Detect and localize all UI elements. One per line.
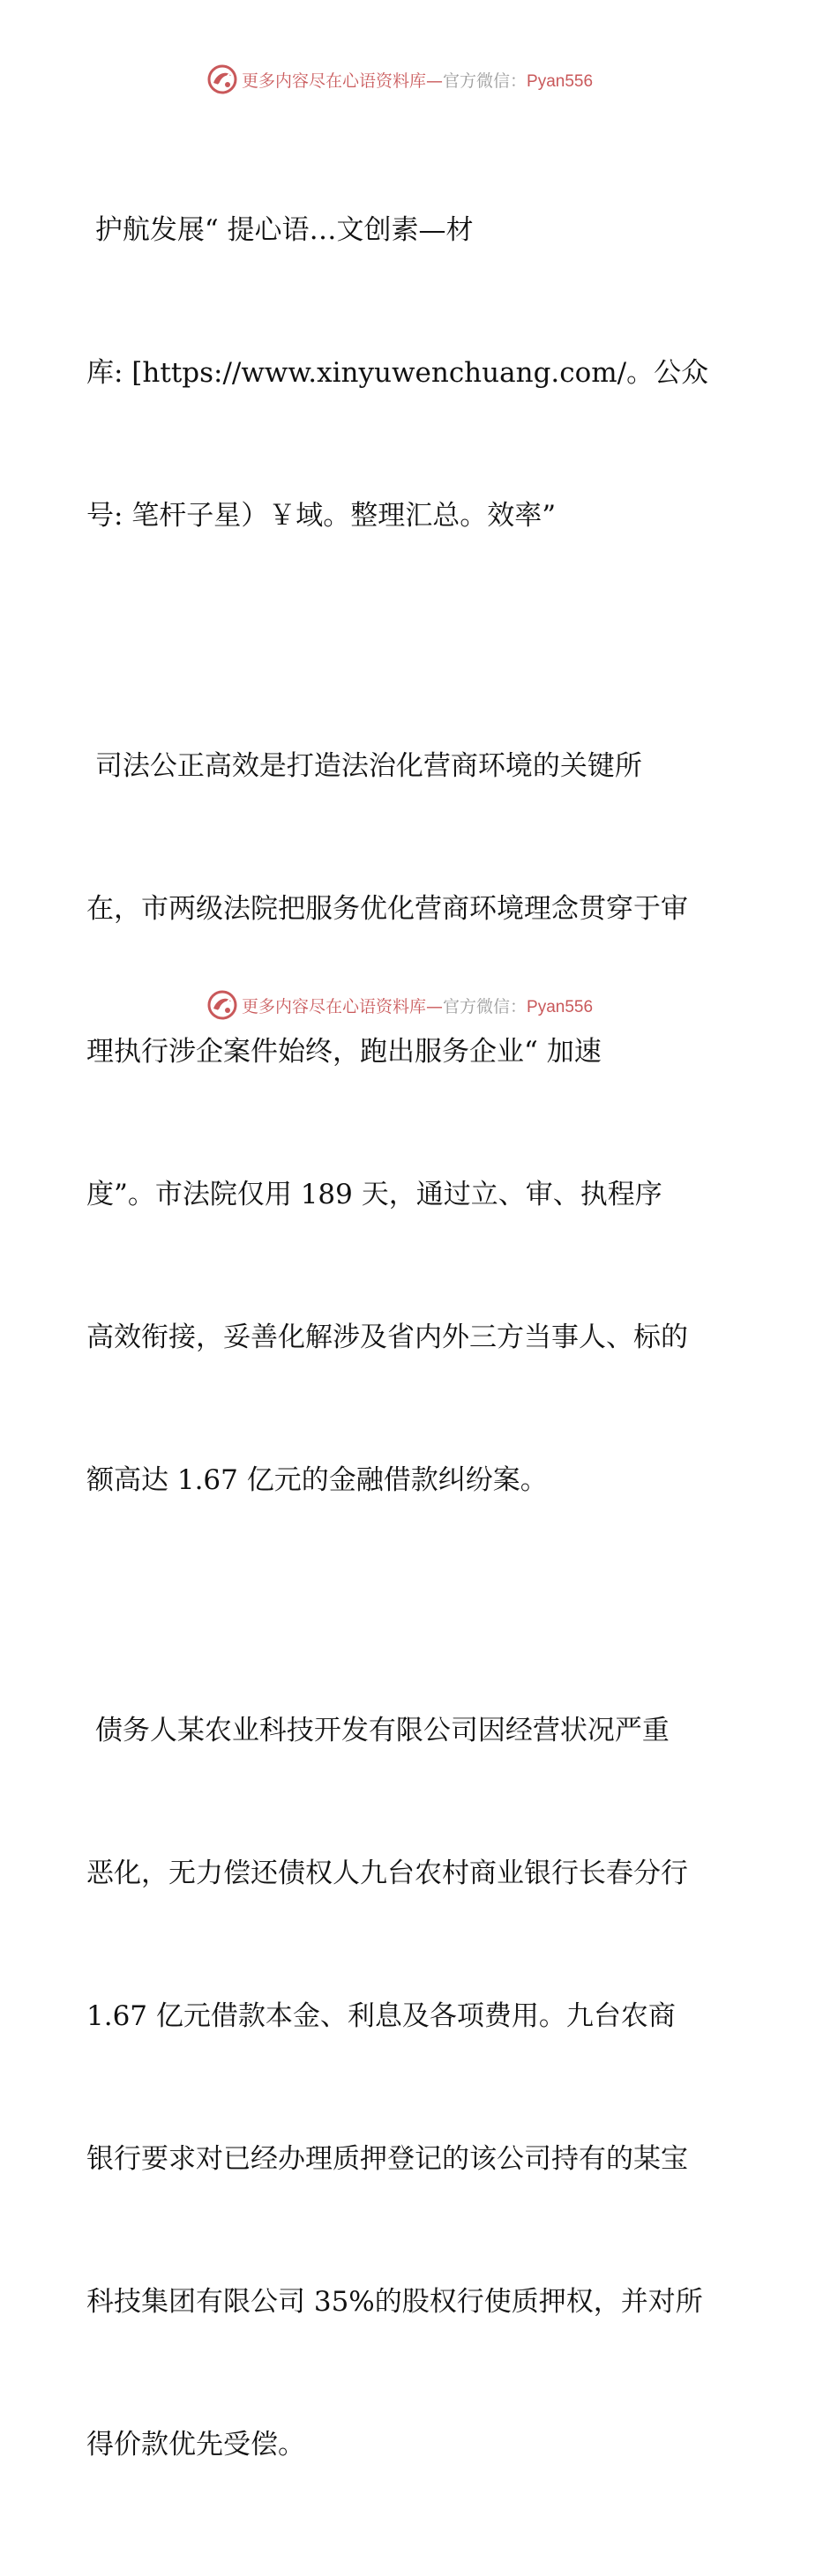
paragraph-judicial-efficiency (86, 647, 757, 1599)
banner-wechat-label: 官方微信： (443, 996, 527, 1016)
text-line: 在，市两级法院把服务优化营商环境理念贯穿于审 (86, 893, 688, 925)
brand-logo-icon (206, 63, 238, 95)
banner-text (242, 68, 593, 92)
text-line: 银行要求对已经办理质押登记的该公司持有的某宝 (86, 2143, 688, 2175)
text-line: 债务人某农业科技开发有限公司因经营状况严重 (86, 1715, 670, 1746)
paragraph-intro (86, 111, 757, 635)
text-line: 高效衔接，妥善化解涉及省内外三方当事人、标的 (86, 1322, 688, 1353)
text-line: 护航发展“ 提心语…文创素—材 (86, 214, 474, 246)
banner-main-text: 更多内容尽在心语资料库 (242, 71, 427, 91)
banner-text (242, 994, 593, 1017)
text-line: 号: 笔杆子星）￥域。整理汇总。效率” (86, 500, 557, 532)
brand-logo-icon (206, 989, 238, 1021)
footer-watermark-banner (206, 987, 593, 1023)
banner-wechat-label: 官方微信： (443, 71, 527, 91)
header-watermark-banner (206, 62, 593, 97)
banner-dash: — (426, 71, 444, 91)
paragraph-case-details (86, 1612, 757, 2564)
text-line: 得价款优先受偿。 (86, 2429, 305, 2461)
banner-dash: — (426, 996, 444, 1016)
text-line: 额高达 1.67 亿元的金融借款纠纷案。 (86, 1464, 548, 1496)
text-line: 司法公正高效是打造法治化营商环境的关键所 (86, 750, 642, 782)
text-line: 库: [https://www.xinyuwenchuang.com/。公众 (86, 357, 709, 389)
document-body (86, 111, 757, 2576)
text-line: 科技集团有限公司 35%的股权行使质押权，并对所 (86, 2286, 703, 2318)
banner-main-text: 更多内容尽在心语资料库 (242, 996, 427, 1016)
text-line: 度”。市法院仅用 189 天，通过立、审、执程序 (86, 1179, 662, 1210)
text-line: 1.67 亿元借款本金、利息及各项费用。九台农商 (86, 2000, 676, 2032)
text-line: 恶化，无力偿还债权人九台农村商业银行长春分行 (86, 1858, 688, 1889)
banner-wechat-id: Pyan556 (527, 997, 594, 1016)
text-line: 理执行涉企案件始终，跑出服务企业“ 加速 (86, 1036, 602, 1068)
banner-wechat-id: Pyan556 (527, 71, 594, 91)
